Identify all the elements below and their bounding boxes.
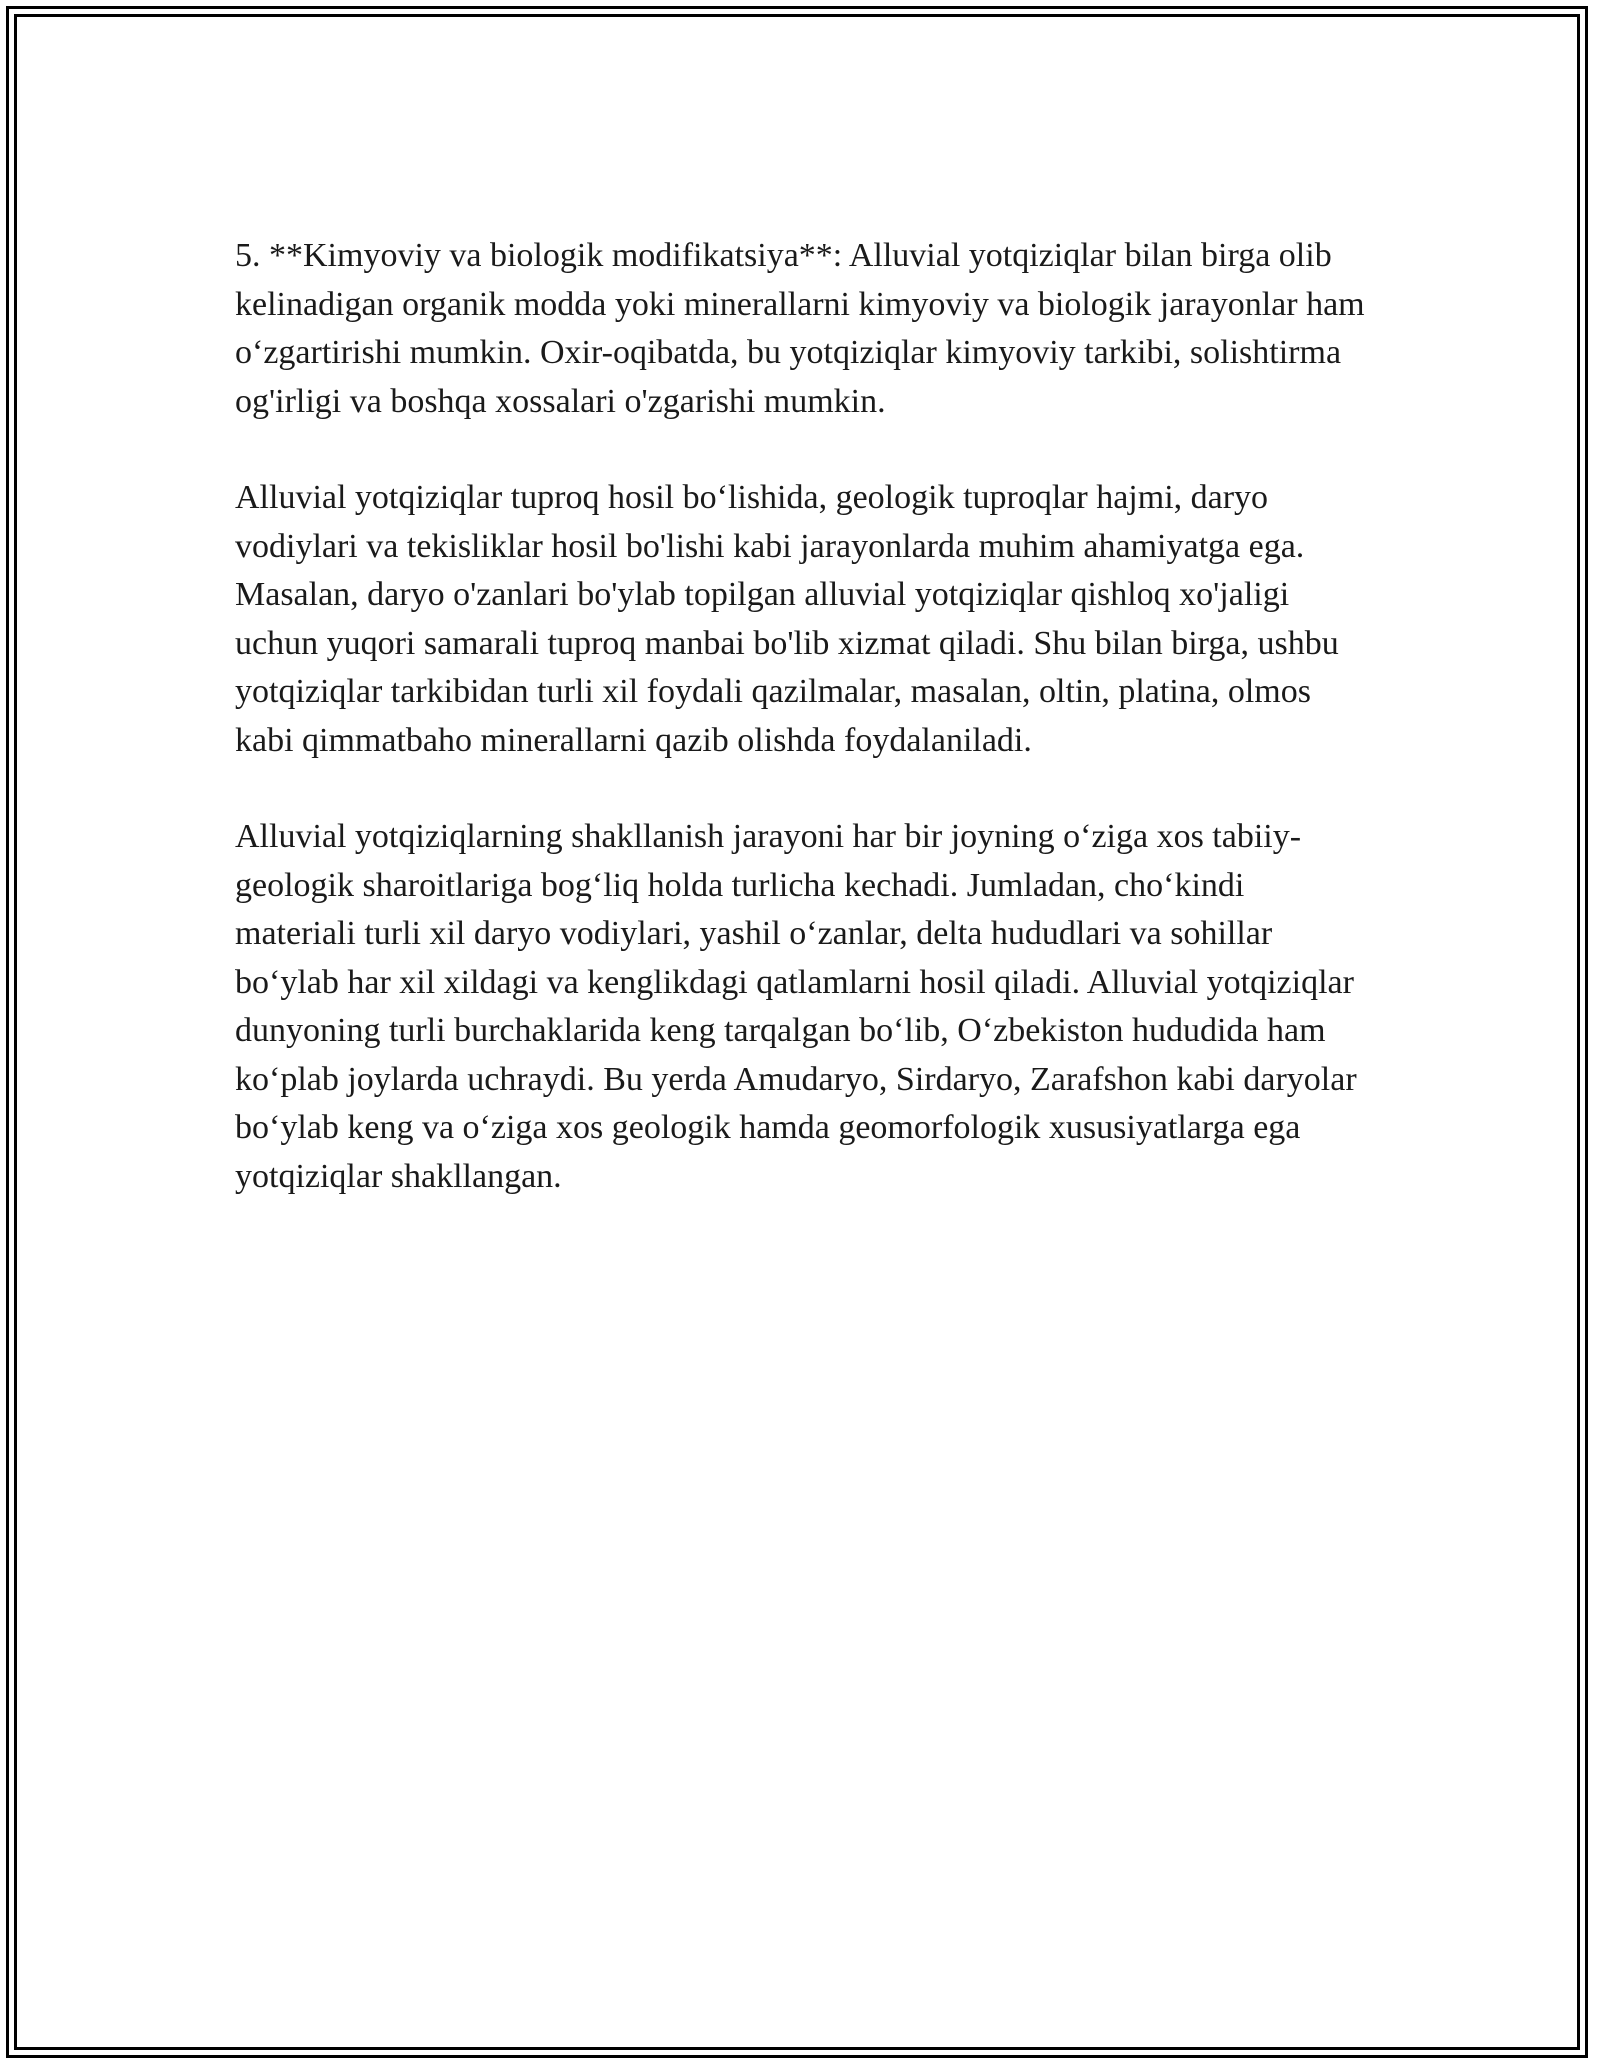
paragraph-alluvial-importance: Alluvial yotqiziqlar tuproq hosil bo‘lishida, geologik tuproqlar hajmi, daryo vodiylari va tekisliklar hosil bo'lishi kabi jarayonlarda muhim ahamiyatga ega. Masalan, daryo o'zanlari bo'ylab topilgan alluvial yotqiziqlar qishloq xo'jaligi uchun yuqori samarali tuproq manbai bo'lib xizmat qiladi. Shu bilan birga, ushbu yotqiziqlar tarkibidan turli xil foydali qazilmalar, masalan, oltin, platina, olmos kabi qimmatbaho minerallarni qazib olishda foydalaniladi.: [235, 479, 1339, 759]
paragraph-alluvial-formation: Alluvial yotqiziqlarning shakllanish jarayoni har bir joyning o‘ziga xos tabiiy-geologik sharoitlariga bog‘liq holda turlicha kechadi. Jumladan, cho‘kindi materiali turli xil daryo vodiylari, yashil o‘zanlar, delta hududlari va sohillar bo‘ylab har xil xildagi va kenglikdagi qatlamlarni hosil qiladi. Alluvial yotqiziqlar dunyoning turli burchaklarida keng tarqalgan bo‘lib, O‘zbekiston hududida ham ko‘plab joylarda uchraydi. Bu yerda Amudaryo, Sirdaryo, Zarafshon kabi daryolar bo‘ylab keng va o‘ziga xos geologik hamda geomorfologik xususiyatlarga ega yotqiziqlar shakllangan.: [235, 818, 1357, 1195]
document-body: [235, 232, 1365, 1249]
paragraph-chemical-biological-modification: 5. **Kimyoviy va biologik modifikatsiya**: Alluvial yotqiziqlar bilan birga olib kelinadigan organik modda yoki minerallarni kimyoviy va biologik jarayonlar ham o‘zgartirishi mumkin. Oxir-oqibatda, bu yotqiziqlar kimyoviy tarkibi, solishtirma og'irligi va boshqa xossalari o'zgarishi mumkin.: [235, 237, 1365, 420]
